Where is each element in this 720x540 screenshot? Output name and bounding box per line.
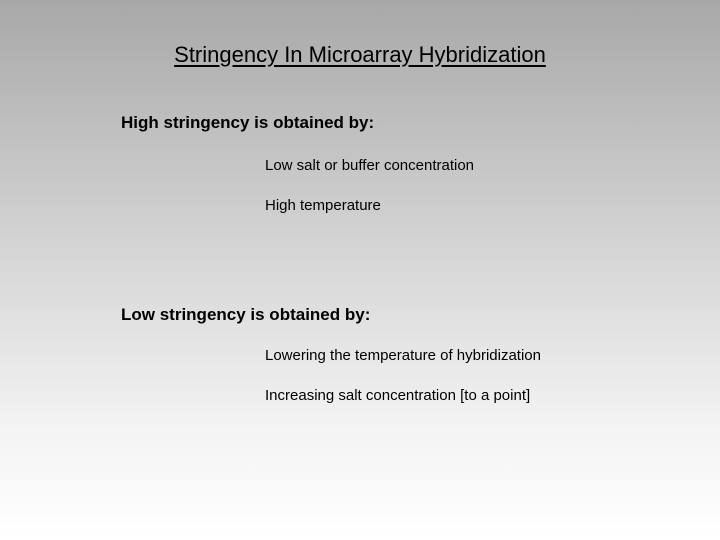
high-stringency-item: Low salt or buffer concentration <box>265 157 475 174</box>
low-stringency-item: Lowering the temperature of hybridization <box>265 347 541 364</box>
high-stringency-item: High temperature <box>265 197 381 214</box>
low-stringency-heading: Low stringency is obtained by: <box>121 305 371 324</box>
low-stringency-item: Increasing salt concentration [to a point] <box>265 387 531 404</box>
slide-title: Stringency In Microarray Hybridization <box>174 42 546 67</box>
high-stringency-heading: High stringency is obtained by: <box>121 113 375 132</box>
